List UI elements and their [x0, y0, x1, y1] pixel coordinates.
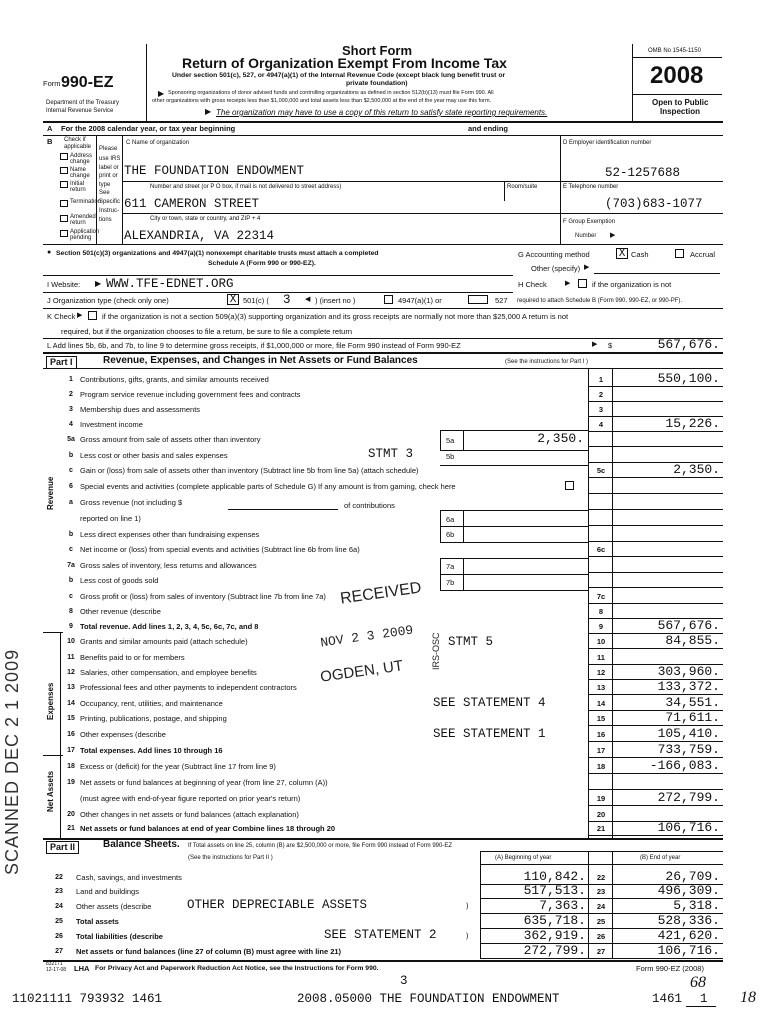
line-number: 12 [67, 669, 75, 676]
section-501-note: Section 501(c)(3) organizations and 4947(a)(1) nonexempt charitable trusts must attach a completed [56, 250, 379, 257]
under-section-2: private foundation) [346, 80, 408, 87]
accrual-checkbox[interactable] [675, 249, 684, 258]
line-box: 8 [598, 607, 604, 616]
irs-label: Internal Revenue Service [46, 108, 114, 114]
line-box: 19 [596, 794, 606, 803]
line-number: 10 [67, 638, 75, 645]
privacy-notice: For Privacy Act and Paperwork Reduction Act Notice, see the Instructions for Form 990. [95, 965, 379, 972]
line-number: 15 [67, 715, 75, 722]
line-number: 8 [69, 608, 73, 615]
line-number: 4 [69, 421, 73, 428]
sponsoring-note: Sponsoring organizations of donor advised funds and controlling organizations as defined in section 512(b)(13) must file Form 990. All [168, 90, 494, 96]
of-contributions: of contributions [344, 501, 395, 510]
see-label: See [99, 190, 110, 196]
line-text: Salaries, other compensation, and employee benefits [80, 668, 257, 677]
line-number: 9 [69, 623, 73, 630]
box-5a: 5a [446, 436, 455, 445]
name-change-label: Name change [70, 167, 90, 179]
bs-line-text: Land and buildings [76, 887, 139, 896]
scanned-stamp: SCANNED DEC 2 1 2009 [2, 648, 22, 875]
room-label: Room/suite [507, 184, 538, 190]
line-number: b [68, 452, 74, 459]
line-box: 13 [596, 683, 606, 692]
line-box: 18 [596, 762, 606, 771]
bs-col-b[interactable]: 106,716. [657, 943, 720, 958]
schedule-a-note: Schedule A (Form 990 or 990-EZ). [208, 260, 316, 267]
bs-line-text: Cash, savings, and investments [76, 873, 182, 882]
bs-line-box: 23 [596, 887, 606, 896]
received-text: RECEIVED [339, 579, 423, 608]
row-a-label: A [47, 124, 53, 133]
line-number: 16 [67, 731, 75, 738]
line-value[interactable]: 15,226. [665, 416, 720, 431]
line-number: c [69, 467, 73, 474]
check-h-label: H Check [518, 280, 547, 289]
bottom-right-id-2: 1 [700, 992, 708, 1006]
line-number: 19 [67, 779, 75, 786]
col-b-header: (B) End of year [640, 855, 681, 861]
side-net-assets: Net Assets [46, 770, 55, 812]
irs-osc-text: IRS-OSC [431, 632, 441, 670]
see-stmt1-label: SEE STATEMENT 1 [433, 727, 546, 741]
line-text: Gain or (loss) from sale of assets other than inventory (Subtract line 5b from line 5a) (attach schedule) [80, 466, 419, 475]
specific-label: Specific [99, 199, 121, 205]
address-change-checkbox[interactable] [60, 153, 68, 160]
line-text: Gross amount from sale of assets other than inventory [80, 435, 261, 444]
group-exemption-label: F Group Exemption [563, 219, 616, 225]
line-box: 12 [596, 668, 606, 677]
box-6b: 6b [446, 530, 455, 539]
bs-col-b[interactable]: 528,336. [657, 913, 720, 928]
bs-col-a[interactable]: 635,718. [523, 913, 586, 928]
row-b-label: B [47, 137, 53, 146]
line-value[interactable]: 550,100. [657, 371, 720, 386]
4947-checkbox[interactable] [384, 295, 393, 304]
see-stmt4-label: SEE STATEMENT 4 [433, 696, 546, 710]
street-label: Number and street (or P O box, if mail is not delivered to street address) [150, 184, 342, 190]
schedule-b-note: if the organization is not [592, 280, 672, 289]
line-text: Other changes in net assets or fund balances (attach explanation) [80, 810, 299, 819]
line-value[interactable]: 34,551. [665, 695, 720, 710]
under-section: Under section 501(c), 527, or 4947(a)(1) of the Internal Revenue Code (except black lung benefit trust or [172, 72, 506, 79]
4947-label: 4947(a)(1) or [398, 296, 442, 305]
line-box: 11 [597, 653, 605, 662]
line-text: Less cost or other basis and sales expenses [80, 451, 228, 460]
line-box: 17 [596, 746, 606, 755]
line-value[interactable]: 733,759. [657, 742, 720, 757]
bs-col-b[interactable]: 5,318. [673, 898, 720, 913]
print-or-label: print or [99, 173, 118, 179]
line-number: 1 [69, 376, 73, 383]
bs-line-box: 22 [596, 873, 606, 882]
line-text: Net assets or fund balances at beginning of year (from line 27, column (A)) [80, 778, 328, 787]
line-number: 11 [67, 654, 75, 661]
line-number: 14 [67, 700, 75, 707]
accounting-method-label: G Accounting method [518, 250, 590, 259]
line-text: Other expenses (describe [80, 730, 166, 739]
initial-return-label: Initial return [70, 181, 86, 193]
line-text: reported on line 1) [80, 514, 141, 523]
bs-line-text: Total liabilities (describe [76, 932, 163, 941]
line-text: Total revenue. Add lines 1, 2, 3, 4, 5c, 6c, 7c, and 8 [80, 622, 259, 631]
row-a-text: For the 2008 calendar year, or tax year beginning [61, 124, 236, 133]
line-number: 2 [69, 391, 73, 398]
line-text: (must agree with end-of-year figure reported on prior year's return) [80, 794, 301, 803]
form-subtitle: Return of Organization Exempt From Income Tax [182, 55, 507, 71]
bs-col-a[interactable]: 362,919. [523, 928, 586, 943]
use-irs-label: use IRS [99, 156, 121, 162]
501c-checkbox[interactable]: X [227, 294, 239, 305]
line-l-text: L Add lines 5b, 6b, and 7b, to line 9 to determine gross receipts, if $1,000,000 or more, file Form 990 instead of Form 990-EZ [47, 341, 461, 350]
line-number: c [69, 546, 73, 553]
amended-return-checkbox[interactable] [60, 215, 68, 222]
line-text: Professional fees and other payments to independent contractors [80, 683, 297, 692]
bs-col-b[interactable]: 421,620. [657, 928, 720, 943]
line-value[interactable]: 567,676. [657, 618, 720, 633]
col-a-header: (A) Beginning of year [495, 855, 552, 861]
handwritten-68: 68 [690, 974, 706, 991]
received-stamp [300, 580, 440, 690]
city-state-zip[interactable]: ALEXANDRIA, VA 22314 [124, 229, 275, 243]
line-text: Membership dues and assessments [80, 405, 201, 414]
form-number: 990-EZ [61, 74, 114, 91]
line-text: Excess or (deficit) for the year (Subtract line 17 from line 9) [80, 762, 276, 771]
bs-line-box: 26 [596, 932, 606, 941]
line-text: Gross profit or (loss) from sales of inventory (Subtract line 7b from line 7a) [80, 592, 326, 601]
line-text: Less direct expenses other than fundraising expenses [80, 530, 260, 539]
check-if-applicable: Check if applicable [64, 137, 92, 150]
line-l-dollar: $ [608, 341, 613, 350]
website-value[interactable]: WWW.TFE-EDNET.ORG [106, 277, 234, 291]
bs-col-b[interactable]: 26,709. [665, 869, 720, 884]
line-number: 17 [67, 747, 75, 754]
omb-number: OMB No 1545-1150 [648, 48, 701, 54]
509a3-checkbox[interactable] [88, 311, 97, 320]
bottom-left-id: 11021111 793932 1461 [12, 992, 163, 1006]
bs-col-a[interactable]: 517,513. [523, 883, 586, 898]
gross-receipts[interactable]: 567,676. [657, 337, 720, 352]
footer-code: 832171 [46, 961, 63, 967]
bs-line-number: 27 [55, 948, 63, 955]
line-box: 4 [598, 420, 604, 429]
line-text: Gross sales of inventory, less returns and allowances [80, 561, 257, 570]
501c-number[interactable]: 3 [283, 293, 291, 307]
line-text: Special events and activities (complete applicable parts of Schedule G) If any amount is from gaming, check here [80, 482, 456, 491]
line-text: Net assets or fund balances at end of year Combine lines 18 through 20 [80, 824, 336, 833]
box-7b: 7b [446, 578, 455, 587]
sponsoring-note-2: other organizations with gross receipts less than $1,000,000 and total assets less than $2,500,000 at the end of the year may use this form. [152, 98, 492, 104]
bs-line-box: 27 [596, 947, 606, 956]
stmt3-label: STMT 3 [368, 447, 414, 461]
line-value[interactable]: 133,372. [657, 679, 720, 694]
application-pending-checkbox[interactable] [60, 230, 68, 237]
cash-label: Cash [631, 250, 649, 259]
box-5b: 5b [446, 452, 455, 461]
bs-line-number: 25 [55, 918, 63, 925]
handwritten-18: 18 [740, 989, 756, 1006]
row-a-ending: and ending [468, 124, 508, 133]
line-text: Program service revenue including government fees and contracts [80, 390, 301, 399]
name-change-checkbox[interactable] [60, 167, 68, 174]
open-public: Open to Public [652, 98, 709, 107]
line-value[interactable]: -166,083. [649, 758, 720, 773]
line-value[interactable]: 71,611. [665, 710, 720, 725]
bs-line-number: 26 [55, 933, 63, 940]
tions-label: tions [99, 217, 112, 223]
part2-title-rest: If Total assets on line 25, column (B) are $2,500,000 or more, file Form 990 instead of Form 990-EZ [188, 843, 453, 849]
inspection: Inspection [660, 107, 701, 116]
line-box: 7c [596, 592, 606, 601]
line-box: 21 [596, 824, 606, 833]
501c-label: 501(c) ( [243, 296, 269, 305]
termination-checkbox[interactable] [60, 200, 68, 207]
line-value[interactable]: 84,855. [665, 633, 720, 648]
bs-col-a[interactable]: 7,363. [539, 898, 586, 913]
line-number: c [69, 593, 73, 600]
org-type-label: J Organization type (check only one) [47, 296, 169, 305]
bs-line-text: Other assets (describe [76, 902, 152, 911]
line-text: Printing, publications, postage, and shipping [80, 714, 227, 723]
line-text: Net income or (loss) from special events and activities (Subtract line 6b from line 6a) [80, 545, 360, 554]
cash-checkbox[interactable]: X [616, 248, 628, 259]
ein-label: D Employer identification number [563, 140, 652, 146]
line-box: 2 [598, 390, 604, 399]
gaming-checkbox[interactable] [565, 481, 574, 490]
address-change-label: Address change [70, 153, 93, 165]
line-box: 15 [596, 714, 606, 723]
part2-label: Part II [46, 841, 79, 854]
instruc-label: Instruc- [99, 208, 120, 214]
bottom-right-id: 1461 [652, 992, 683, 1006]
website-label: I Website: [47, 280, 81, 289]
schedule-b-checkbox[interactable] [578, 279, 587, 288]
bs-col-b[interactable]: 496,309. [657, 883, 720, 898]
bs-line-text: Net assets or fund balances (line 27 of column (B) must agree with line 21) [76, 947, 342, 956]
line-number: b [68, 531, 74, 538]
line-number: 21 [67, 825, 75, 832]
check-k-label: K Check [47, 312, 76, 321]
line-box: 1 [598, 375, 604, 384]
bs-line-text: Total assets [76, 917, 119, 926]
bs-line-number: 22 [55, 874, 63, 881]
termination-label: Termination [70, 199, 102, 205]
city-label: City or town, state or country, and ZIP + 4 [150, 216, 261, 222]
amended-return-label: Amended return [70, 214, 96, 226]
line-box: 6c [596, 545, 606, 554]
part1-label: Part I [46, 356, 77, 369]
lha-label: LHA [74, 964, 90, 973]
see-stmt2-label: SEE STATEMENT 2 [324, 928, 437, 942]
line-number: b [68, 577, 74, 584]
line-text: Occupancy, rent, utilities, and maintenance [80, 699, 223, 708]
part2-title: Balance Sheets. [103, 839, 180, 850]
page-number: 3 [400, 974, 408, 988]
line-box: 14 [596, 699, 606, 708]
org-name-label: C Name of organization [126, 140, 190, 146]
bottom-mid-id: 2008.05000 THE FOUNDATION ENDOWMENT [297, 992, 560, 1006]
line-number: 3 [69, 406, 73, 413]
line-text: Total expenses. Add lines 10 through 16 [80, 746, 223, 755]
line-box: 16 [596, 730, 606, 739]
stmt5-label: STMT 5 [448, 635, 494, 649]
line-value[interactable]: 272,799. [657, 790, 720, 805]
line-number: 5a [67, 436, 75, 443]
line-text: Benefits paid to or for members [80, 653, 185, 662]
initial-return-checkbox[interactable] [60, 181, 68, 188]
line-number: 13 [67, 684, 75, 691]
bs-col-a[interactable]: 272,799. [523, 943, 586, 958]
received-date: NOV 2 3 2009 [319, 622, 415, 651]
line-value[interactable]: 105,410. [657, 726, 720, 741]
ogden-text: OGDEN, UT [319, 657, 405, 686]
application-pending-label: Application pending [70, 229, 100, 241]
part1-see: (See the instructions for Part I ) [505, 359, 589, 365]
form-label: Form [43, 79, 61, 88]
k-note-2: required, but if the organization chooses to file a return, be sure to file a complete return [61, 327, 352, 336]
box-6a: 6a [446, 515, 455, 524]
line-text: Other revenue (describe [80, 607, 161, 616]
copy-note: The organization may have to use a copy of this return to satisfy state reporting requirements. [216, 108, 548, 117]
ein-value[interactable]: 52-1257688 [605, 166, 681, 180]
line-box: 5c [596, 466, 606, 475]
insert-no-label: ) (insert no ) [315, 296, 356, 305]
line-box: 9 [598, 622, 604, 631]
line-text: Investment income [80, 420, 143, 429]
k-note: if the organization is not a section 509(a)(3) supporting organization and its gross receipts are normally not more than $25,000 A return is not [102, 312, 569, 321]
527-checkbox[interactable] [468, 295, 488, 304]
line-value[interactable]: 106,716. [657, 820, 720, 835]
line-value[interactable]: 303,960. [657, 664, 720, 679]
please-label: Please [99, 146, 118, 152]
bs-col-a[interactable]: 110,842. [523, 869, 586, 884]
line-text: Gross revenue (not including $ [80, 498, 183, 507]
part1-title: Revenue, Expenses, and Changes in Net Assets or Fund Balances [103, 355, 418, 366]
value-5a[interactable]: 2,350. [537, 431, 584, 446]
other-assets-desc[interactable]: OTHER DEPRECIABLE ASSETS [187, 898, 368, 912]
line-number: 20 [67, 811, 75, 818]
group-exemption-number-label: Number [575, 233, 597, 239]
side-expenses: Expenses [46, 682, 55, 720]
line-box: 10 [596, 637, 606, 646]
line-number: a [69, 499, 73, 506]
box-7a: 7a [446, 562, 455, 571]
type-label: type [99, 182, 111, 188]
accrual-label: Accrual [690, 250, 716, 259]
line-box: 3 [598, 405, 604, 414]
footer-date: 12-17-08 [46, 967, 67, 973]
line-number: 7a [67, 562, 75, 569]
line-text: Grants and similar amounts paid (attach schedule) [80, 637, 248, 646]
phone-value[interactable]: (703)683-1077 [605, 197, 703, 211]
street-address[interactable]: 611 CAMERON STREET [124, 197, 260, 211]
form-end-label: Form 990-EZ (2008) [636, 964, 704, 973]
org-name[interactable]: THE FOUNDATION ENDOWMENT [124, 164, 305, 178]
part2-see: (See the instructions for Part II ) [188, 855, 273, 861]
dept-treasury: Department of the Treasury [46, 100, 120, 106]
form-title: Short Form [342, 43, 413, 58]
tax-year: 2008 [650, 62, 704, 89]
bs-line-number: 23 [55, 888, 63, 895]
schedule-b-note-2: required to attach Schedule B (Form 990, 990-EZ, or 990-PF). [517, 298, 683, 304]
line-number: 18 [67, 763, 75, 770]
other-specify-label: Other (specify) [531, 264, 581, 273]
line-value[interactable]: 2,350. [673, 462, 720, 477]
phone-label: E Telephone number [563, 184, 619, 190]
label-or-label: label or [99, 165, 119, 171]
line-text: Less cost of goods sold [80, 576, 159, 585]
line-box: 20 [596, 810, 606, 819]
side-revenue: Revenue [46, 476, 55, 510]
bs-line-box: 24 [596, 902, 606, 911]
bs-line-box: 25 [596, 917, 606, 926]
bs-line-number: 24 [55, 903, 63, 910]
527-label: 527 [495, 296, 508, 305]
line-number: 6 [69, 483, 73, 490]
line-text: Contributions, gifts, grants, and similar amounts received [80, 375, 269, 384]
